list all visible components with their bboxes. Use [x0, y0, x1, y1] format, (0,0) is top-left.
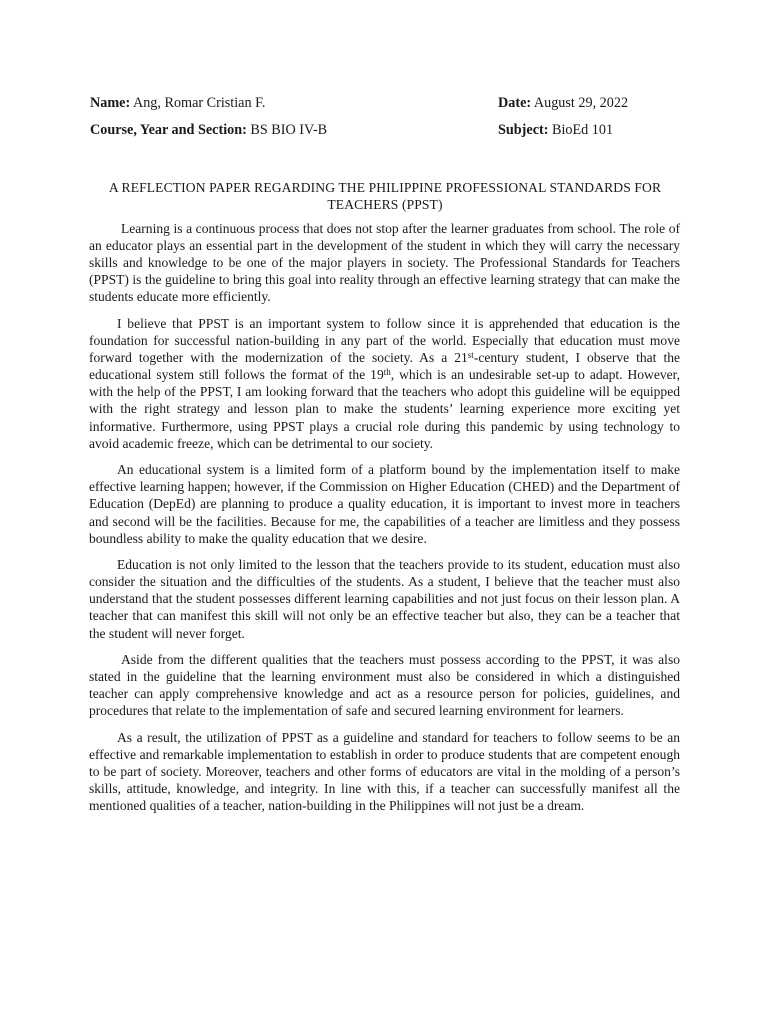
paragraph-1: Learning is a continuous process that does not stop after the learner graduates from school. The role of an educator plays an essential part in the development of the student in which they will carry the necessary skills and knowledge to be one of the major players in society. The Professional Standards for Teachers (PPST) is the guideline to bring this goal into reality through an effective learning strategy that can make the students educate more efficiently.	[89, 221, 680, 305]
paragraph-2-part-c: , which is an undesirable set-up to adapt. However, with the help of the PPST, I am looking forward that the teachers who adopt this guideline will be equipped with the right strategy and lesson plan to make the students’ learning experience more exciting yet informative. Furthermore, using PPST plays a crucial role during this pandemic by using technology to avoid academic freeze, which can be detrimental to our society.	[89, 367, 680, 451]
course-field	[90, 122, 327, 139]
paragraph-6: As a result, the utilization of PPST as a guideline and standard for teachers to follow seems to be an effective and remarkable implementation to establish in order to produce students that are competent enough to be part of society. Moreover, teachers and other forms of educators are vital in the molding of a person’s skills, attitude, knowledge, and integrity. In line with this, if a teacher can successfully manifest all the mentioned qualities of a teacher, nation-building in the Philippines will not just be a dream.	[89, 730, 680, 814]
paragraph-2	[89, 315, 680, 452]
name-label: Name:	[90, 95, 131, 111]
paragraph-2-part-b: -century student, I observe that the educational system still follows the format of the 19	[89, 350, 681, 383]
superscript-st: st	[467, 350, 474, 361]
date-label: Date:	[498, 95, 532, 111]
name-field	[90, 95, 265, 112]
paragraph-5: Aside from the different qualities that the teachers must possess according to the PPST, it was also stated in the guideline that the learning environment must also be considered in which a distinguished teacher can apply comprehensive knowledge and act as a resource person for policies, guidelines, and procedures that relate to the implementation of safe and secured learning environment for learners.	[89, 652, 680, 719]
date-value: August 29, 2022	[531, 95, 629, 111]
paper-body	[89, 220, 680, 824]
paragraph-2-part-a: I believe that PPST is an important system to follow since it is apprehended that education is the foundation for successful nation-building in any part of the world. Especially that education must move forward together with the modernization of the society. As a 21	[89, 315, 680, 366]
subject-label: Subject:	[498, 122, 549, 138]
course-label: Course, Year and Section:	[90, 122, 247, 138]
paragraph-3: An educational system is a limited form of a platform bound by the implementation itself to make effective learning happen; however, if the Commission on Higher Education (CHED) and the Department of Education (DepEd) are planning to produce a quality education, it is important to invest more in teachers and second will be the facilities. Because for me, the capabilities of a teacher are limitless and they possess boundless ability to make the quality education that we desire.	[89, 462, 680, 546]
paper-title: A REFLECTION PAPER REGARDING THE PHILIPPINE PROFESSIONAL STANDARDS FOR TEACHERS (PPST)	[108, 180, 662, 212]
superscript-th: th	[383, 367, 391, 378]
course-value: BS BIO IV-B	[246, 122, 328, 138]
subject-value: BioEd 101	[548, 122, 614, 138]
paragraph-4: Education is not only limited to the lesson that the teachers provide to its student, education must also consider the situation and the difficulties of the students. As a student, I believe that the teacher must also understand that the student possesses different learning capabilities and not just focus on their lesson plan. A teacher that can manifest this skill will not only be an effective teacher but also, they can be a teacher that the student will never forget.	[89, 557, 680, 641]
date-field	[498, 95, 628, 112]
subject-field	[498, 122, 613, 139]
name-value: Ang, Romar Cristian F.	[130, 95, 266, 111]
